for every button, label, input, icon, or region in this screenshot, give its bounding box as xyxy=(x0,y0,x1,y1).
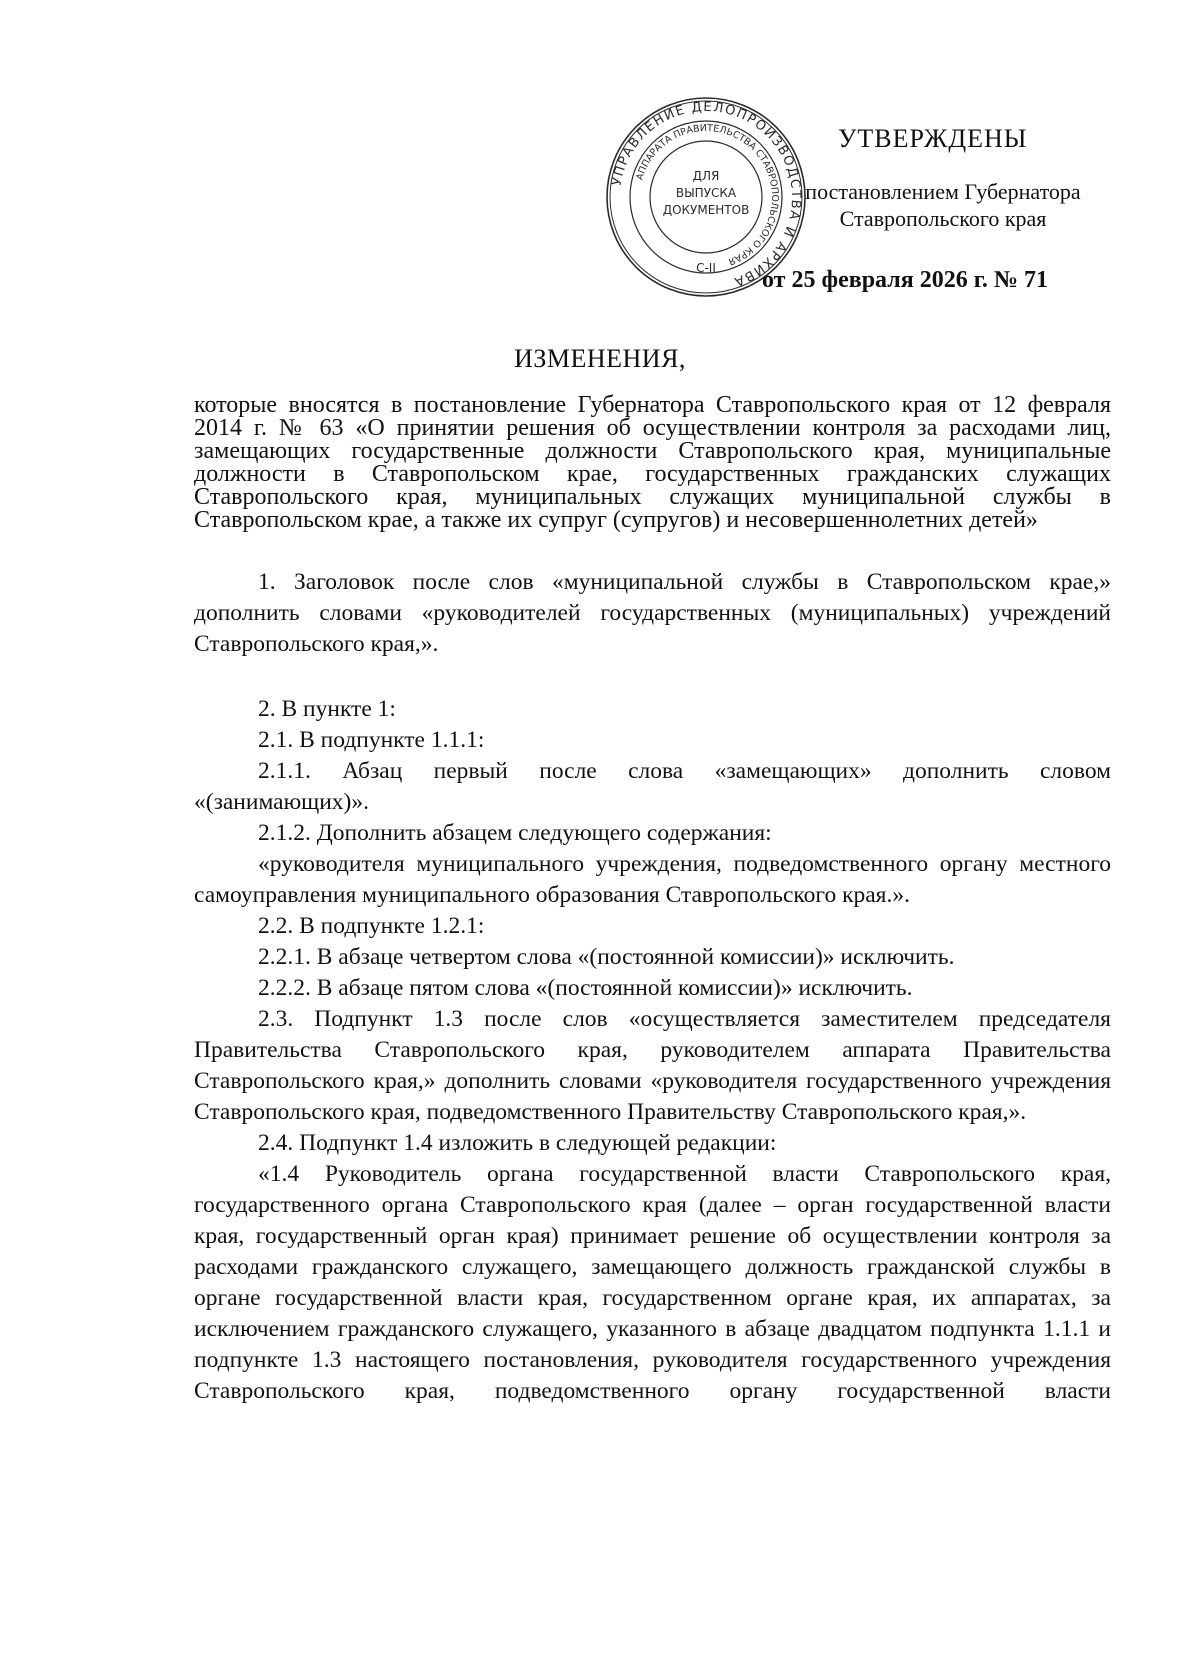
paragraph-2-2: 2.2. В подпункте 1.2.1: xyxy=(258,913,485,939)
paragraph-2-3: 2.3. Подпункт 1.3 после слов «осуществляется заместителем председателя Правительства Ставропольского края, руководителем аппарата Правительства Ставропольского края,» дополнить словами «руководителя государственного учреждения Ставропольского края, подведомственного Правительству Ставропольского края,». xyxy=(194,1006,1111,1125)
paragraph-2-2-2: 2.2.2. В абзаце пятом слова «(постоянной комиссии)» исключить. xyxy=(258,975,913,1001)
stamp-inner-ring-text: АППАРАТА ПРАВИТЕЛЬСТВА СТАВРОПОЛЬСКОГО КРАЯ xyxy=(634,122,781,267)
paragraph-2-1-1: 2.1.1. Абзац первый после слова «замещающих» дополнить словом «(занимающих)». xyxy=(194,758,1111,815)
decree-line-1: постановлением Губернатора xyxy=(805,179,1081,204)
paragraph-2-1-2: 2.1.2. Дополнить абзацем следующего содержания: xyxy=(258,820,772,846)
paragraph-2-2-1: 2.2.1. В абзаце четвертом слова «(постоянной комиссии)» исключить. xyxy=(258,944,955,970)
intro-paragraph: которые вносятся в постановление Губернатора Ставропольского края от 12 февраля 2014 г. № 63 «О принятии решения об осуществлении контроля за расходами лиц, замещающих государственные должности Ставропольского края, муниципальные должности в Ставропольском крае, государственных гражданских служащих Ставропольского края, муниципальных служащих муниципальной службы в Ставропольском крае, а также их супруг (супругов) и несовершеннолетних детей» xyxy=(194,392,1111,533)
document-body xyxy=(194,394,1111,1407)
stamp-outer-ring-text: УПРАВЛЕНИЕ ДЕЛОПРОИЗВОДСТВА И АРХИВА xyxy=(609,99,804,290)
stamp-center-line-2: ВЫПУСКА xyxy=(675,186,737,200)
paragraph-2-4: 2.4. Подпункт 1.4 изложить в следующей редакции: xyxy=(258,1130,777,1156)
paragraph-2-1: 2.1. В подпункте 1.1.1: xyxy=(258,727,485,753)
approval-heading: УТВЕРЖДЕНЫ xyxy=(838,124,1028,153)
decree-reference xyxy=(768,178,1118,232)
decree-line-2: Ставропольского края xyxy=(839,206,1047,231)
paragraph-1: 1. Заголовок после слов «муниципальной службы в Ставропольском крае,» дополнить словами «руководителей государственных (муниципальных) учреждений Ставропольского края,». xyxy=(194,569,1111,657)
paragraph-2-4-text: «1.4 Руководитель органа государственной власти Ставропольского края, государственного органа Ставропольского края (далее – орган государственной власти края, государственный орган края) принимает решение об осуществлении контроля за расходами гражданского служащего, замещающего должность гражданской службы в органе государственной власти края, государственном органе края, их аппаратах, за исключением гражданского служащего, указанного в абзаце двадцатом подпункта 1.1.1 и подпункте 1.3 настоящего постановления, руководителя государственного учреждения Ставропольского края, подведомственного органу государственной власти xyxy=(194,1161,1111,1404)
document-title: ИЗМЕНЕНИЯ, xyxy=(514,344,686,373)
stamp-center-line-3: ДОКУМЕНТОВ xyxy=(662,203,750,217)
stamp-center-line-1: ДЛЯ xyxy=(692,169,720,183)
decree-date: от 25 февраля 2026 г. № 71 xyxy=(762,267,1049,293)
paragraph-2-1-2-text: «руководителя муниципального учреждения, подведомственного органу местного самоуправления муниципального образования Ставропольского края.». xyxy=(194,851,1111,908)
paragraph-2: 2. В пункте 1: xyxy=(258,696,396,722)
stamp-code: С-II xyxy=(696,261,716,275)
